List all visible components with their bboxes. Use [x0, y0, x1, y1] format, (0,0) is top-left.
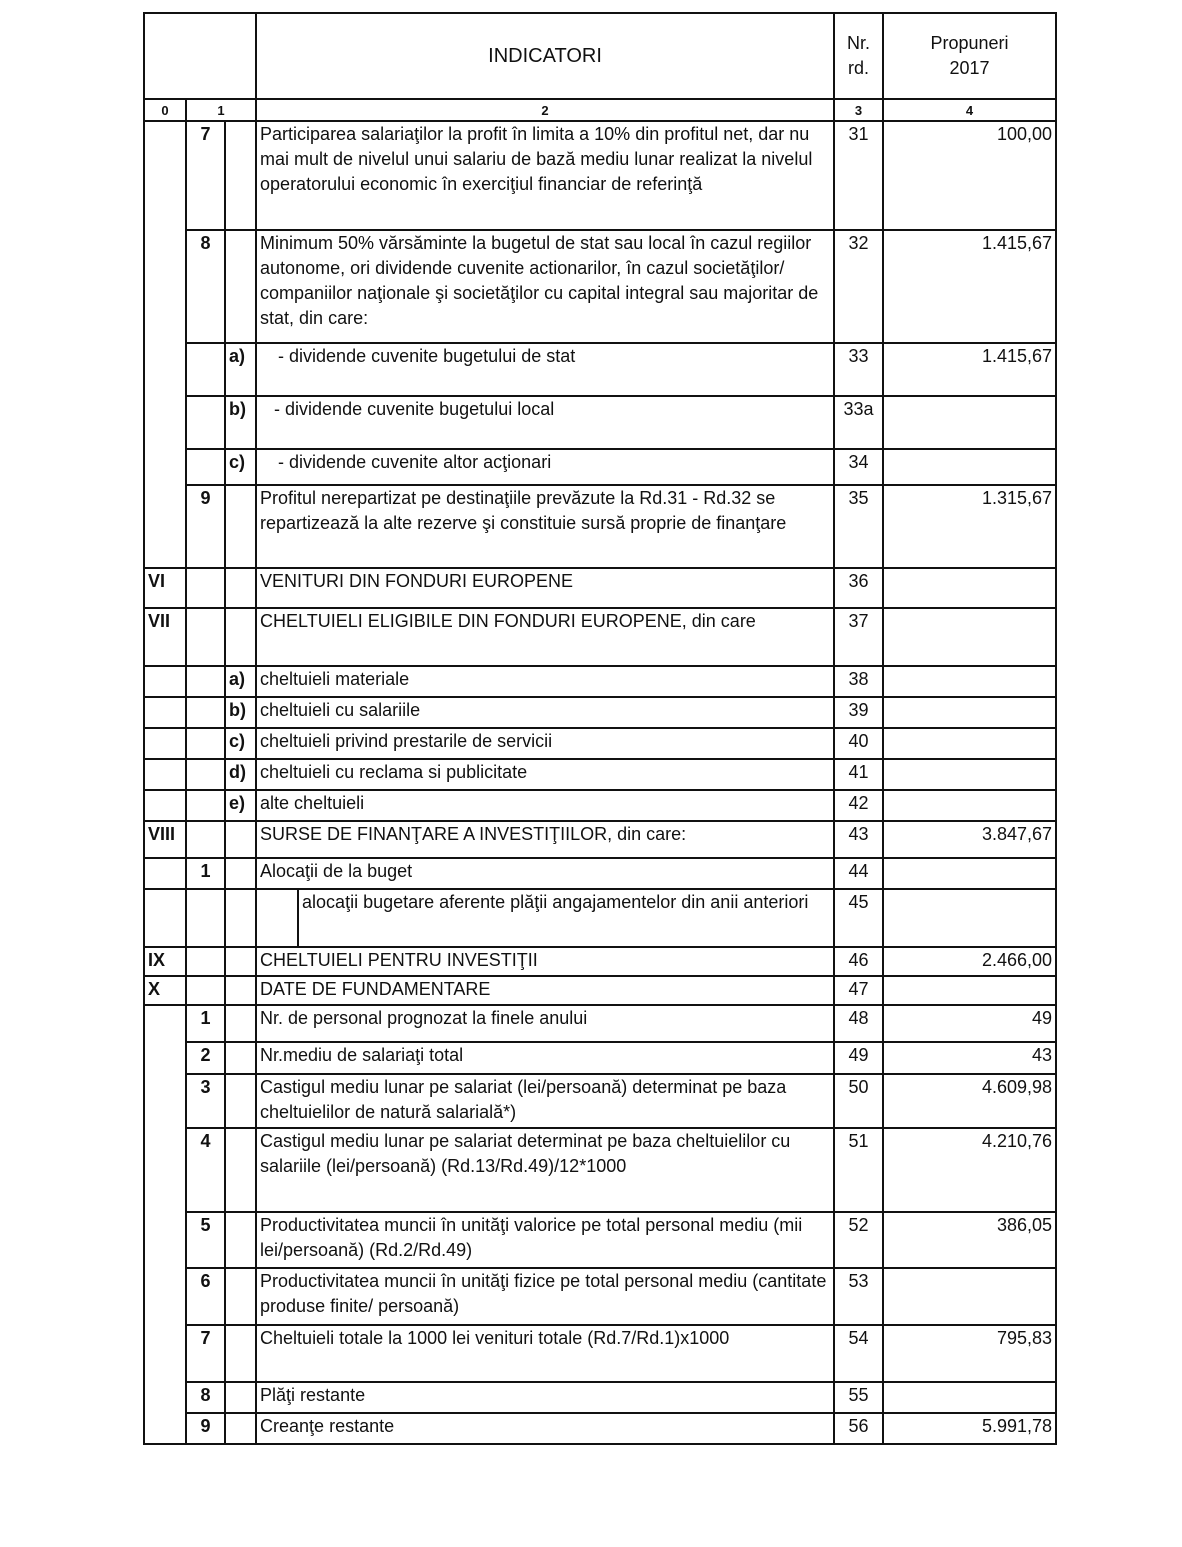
table-header-row [144, 13, 1056, 99]
row-number: 46 [834, 947, 883, 976]
row-number: 43 [834, 821, 883, 858]
row-item-number [186, 396, 225, 449]
column-number-3: 3 [834, 99, 883, 121]
row-indicator-text: Participarea salariaţilor la profit în limita a 10% din profitul net, dar nu mai mult de nivelul unui salariu de bază mediu lunar realizat la nivelul operatorului economic în exerciţiul financiar de referinţă [256, 121, 834, 230]
row-section-number [144, 1212, 186, 1268]
table-row [144, 697, 1056, 728]
row-value-2017 [883, 858, 1056, 889]
row-item-number [186, 728, 225, 759]
row-sub-letter [225, 1413, 256, 1444]
budget-indicators-table [143, 12, 1057, 1445]
table-row [144, 1268, 1056, 1325]
row-indicator-text: Castigul mediu lunar pe salariat determinat pe baza cheltuielilor cu salariile (lei/persoană) (Rd.13/Rd.49)/12*1000 [256, 1128, 834, 1212]
row-sub-letter [225, 1042, 256, 1074]
row-number: 33a [834, 396, 883, 449]
row-indicator-text: Profitul nerepartizat pe destinaţiile prevăzute la Rd.31 - Rd.32 se repartizează la alte rezerve şi constituie sursă proprie de finanţare [256, 485, 834, 568]
row-number: 31 [834, 121, 883, 230]
row-item-number: 1 [186, 858, 225, 889]
table-row [144, 121, 1056, 230]
row-item-number: 8 [186, 230, 225, 343]
row-indicator-text: Productivitatea muncii în unităţi valorice pe total personal mediu (mii lei/persoană) (Rd.2/Rd.49) [256, 1212, 834, 1268]
row-value-2017 [883, 608, 1056, 666]
row-sub-letter [225, 568, 256, 608]
row-sub-letter [225, 608, 256, 666]
row-sub-letter: c) [225, 728, 256, 759]
row-number: 38 [834, 666, 883, 697]
row-number: 56 [834, 1413, 883, 1444]
table-row [144, 790, 1056, 821]
row-section-number [144, 449, 186, 485]
row-number: 51 [834, 1128, 883, 1212]
row-section-number [144, 1325, 186, 1382]
table-row [144, 485, 1056, 568]
row-sub-letter [225, 1268, 256, 1325]
row-item-number: 9 [186, 1413, 225, 1444]
row-section-number [144, 396, 186, 449]
row-value-2017: 100,00 [883, 121, 1056, 230]
row-value-2017 [883, 1268, 1056, 1325]
row-indicator-text: Castigul mediu lunar pe salariat (lei/persoană) determinat pe baza cheltuielilor de natură salarială*) [256, 1074, 834, 1128]
row-indicator-text: cheltuieli materiale [256, 666, 834, 697]
row-value-2017: 49 [883, 1005, 1056, 1042]
row-sub-letter [225, 1128, 256, 1212]
row-indicator-text [256, 396, 834, 449]
row-section-number [144, 230, 186, 343]
row-section-number [144, 858, 186, 889]
row-sub-letter [225, 1005, 256, 1042]
row-section-number [144, 1074, 186, 1128]
row-number: 33 [834, 343, 883, 396]
row-sub-letter [225, 1382, 256, 1413]
row-item-number: 1 [186, 1005, 225, 1042]
row-item-number [186, 790, 225, 821]
row-value-2017: 2.466,00 [883, 947, 1056, 976]
column-number-2: 2 [256, 99, 834, 121]
table-row [144, 396, 1056, 449]
row-value-2017: 1.415,67 [883, 343, 1056, 396]
row-indicator-text [256, 343, 834, 396]
row-item-number: 7 [186, 121, 225, 230]
row-section-number: VI [144, 568, 186, 608]
row-indicator-text: Cheltuieli totale la 1000 lei venituri totale (Rd.7/Rd.1)x1000 [256, 1325, 834, 1382]
table-row [144, 728, 1056, 759]
row-value-2017 [883, 889, 1056, 947]
row-section-number: X [144, 976, 186, 1005]
row-value-2017: 43 [883, 1042, 1056, 1074]
row-value-2017 [883, 790, 1056, 821]
row-indicator-text: cheltuieli privind prestarile de servicii [256, 728, 834, 759]
row-sub-letter: b) [225, 697, 256, 728]
row-indicator-text [256, 449, 834, 485]
table-row [144, 568, 1056, 608]
row-value-2017: 5.991,78 [883, 1413, 1056, 1444]
row-number: 54 [834, 1325, 883, 1382]
row-indicator-label: alocaţii bugetare aferente plăţii angajamentelor din anii anteriori [302, 892, 809, 912]
table-row [144, 343, 1056, 396]
row-sub-letter [225, 976, 256, 1005]
row-indicator-text: Nr.mediu de salariaţi total [256, 1042, 834, 1074]
row-item-number: 8 [186, 1382, 225, 1413]
row-value-2017 [883, 976, 1056, 1005]
row-section-number [144, 1413, 186, 1444]
row-indicator-text: VENITURI DIN FONDURI EUROPENE [256, 568, 834, 608]
row-indicator-text: Plăţi restante [256, 1382, 834, 1413]
row-indicator-label: - dividende cuvenite bugetului local [274, 399, 555, 419]
row-section-number [144, 121, 186, 230]
header-propuneri-line1: Propuneri [930, 33, 1009, 53]
row-number: 36 [834, 568, 883, 608]
table-row [144, 449, 1056, 485]
row-number: 55 [834, 1382, 883, 1413]
table-row [144, 1005, 1056, 1042]
row-sub-letter: e) [225, 790, 256, 821]
row-indicator-label: - dividende cuvenite altor acţionari [278, 452, 552, 472]
row-number: 48 [834, 1005, 883, 1042]
row-sub-letter [225, 230, 256, 343]
row-value-2017: 3.847,67 [883, 821, 1056, 858]
row-item-number: 7 [186, 1325, 225, 1382]
row-value-2017: 1.415,67 [883, 230, 1056, 343]
row-item-number [186, 449, 225, 485]
row-sub-letter: d) [225, 759, 256, 790]
row-section-number [144, 759, 186, 790]
table-row [144, 1382, 1056, 1413]
row-value-2017: 795,83 [883, 1325, 1056, 1382]
row-section-number [144, 1042, 186, 1074]
row-number: 50 [834, 1074, 883, 1128]
column-number-4: 4 [883, 99, 1056, 121]
row-indicator-text: CHELTUIELI PENTRU INVESTIŢII [256, 947, 834, 976]
row-value-2017 [883, 728, 1056, 759]
row-section-number [144, 1268, 186, 1325]
table-row [144, 608, 1056, 666]
row-number: 45 [834, 889, 883, 947]
column-number-row [144, 99, 1056, 121]
row-sub-letter [225, 1074, 256, 1128]
table-row [144, 666, 1056, 697]
column-number-1: 1 [186, 99, 256, 121]
row-item-number [186, 947, 225, 976]
row-item-number [186, 889, 225, 947]
row-section-number: IX [144, 947, 186, 976]
row-indicator-text: Productivitatea muncii în unităţi fizice pe total personal mediu (cantitate produse finite/ persoană) [256, 1268, 834, 1325]
table-row [144, 821, 1056, 858]
row-section-number [144, 1128, 186, 1212]
row-indicator-text: Nr. de personal prognozat la finele anului [256, 1005, 834, 1042]
table-row [144, 976, 1056, 1005]
row-item-number [186, 759, 225, 790]
row-number: 32 [834, 230, 883, 343]
row-value-2017: 4.609,98 [883, 1074, 1056, 1128]
row-section-number [144, 1382, 186, 1413]
header-indicatori: INDICATORI [256, 13, 834, 99]
row-sub-letter: a) [225, 343, 256, 396]
row-sub-letter [225, 821, 256, 858]
row-item-number [186, 568, 225, 608]
row-item-number: 4 [186, 1128, 225, 1212]
row-section-number [144, 790, 186, 821]
row-item-number: 5 [186, 1212, 225, 1268]
row-item-number: 2 [186, 1042, 225, 1074]
row-sub-letter [225, 947, 256, 976]
row-number: 39 [834, 697, 883, 728]
row-sub-letter [225, 858, 256, 889]
header-propuneri-line2: 2017 [949, 58, 990, 78]
row-sub-letter: b) [225, 396, 256, 449]
row-sub-letter [225, 485, 256, 568]
table-row [144, 947, 1056, 976]
row-value-2017 [883, 666, 1056, 697]
row-value-2017 [883, 449, 1056, 485]
row-value-2017 [883, 396, 1056, 449]
row-sub-letter: a) [225, 666, 256, 697]
column-number-0: 0 [144, 99, 186, 121]
table-row [144, 1042, 1056, 1074]
row-indicator-label: - dividende cuvenite bugetului de stat [278, 346, 576, 366]
header-nr-rd-line1: Nr. [847, 33, 871, 53]
row-number: 52 [834, 1212, 883, 1268]
row-indicator-text: Creanţe restante [256, 1413, 834, 1444]
table-row [144, 1074, 1056, 1128]
nested-indent-cell [260, 890, 299, 946]
row-section-number [144, 1005, 186, 1042]
table-row [144, 230, 1056, 343]
table-row [144, 1212, 1056, 1268]
row-section-number [144, 343, 186, 396]
table-row [144, 858, 1056, 889]
row-value-2017 [883, 1382, 1056, 1413]
row-indicator-text: cheltuieli cu salariile [256, 697, 834, 728]
row-value-2017 [883, 568, 1056, 608]
header-nr-rd-line2: rd. [848, 58, 870, 78]
row-section-number: VIII [144, 821, 186, 858]
row-section-number [144, 728, 186, 759]
row-number: 44 [834, 858, 883, 889]
row-number: 34 [834, 449, 883, 485]
table-row [144, 1413, 1056, 1444]
row-item-number: 6 [186, 1268, 225, 1325]
row-value-2017 [883, 697, 1056, 728]
table-row [144, 759, 1056, 790]
row-value-2017 [883, 759, 1056, 790]
row-sub-letter [225, 889, 256, 947]
header-propuneri [883, 13, 1056, 99]
row-sub-letter [225, 1212, 256, 1268]
row-item-number: 9 [186, 485, 225, 568]
row-number: 42 [834, 790, 883, 821]
row-indicator-text: SURSE DE FINANŢARE A INVESTIŢIILOR, din care: [256, 821, 834, 858]
row-item-number [186, 666, 225, 697]
row-number: 40 [834, 728, 883, 759]
row-item-number [186, 343, 225, 396]
row-number: 47 [834, 976, 883, 1005]
row-sub-letter [225, 121, 256, 230]
row-item-number [186, 821, 225, 858]
table-row [144, 1325, 1056, 1382]
row-item-number [186, 697, 225, 728]
row-number: 41 [834, 759, 883, 790]
row-section-number [144, 666, 186, 697]
row-number: 49 [834, 1042, 883, 1074]
row-indicator-text: cheltuieli cu reclama si publicitate [256, 759, 834, 790]
table-row [144, 889, 1056, 947]
row-item-number [186, 608, 225, 666]
row-sub-letter [225, 1325, 256, 1382]
row-indicator-text [256, 889, 834, 947]
row-sub-letter: c) [225, 449, 256, 485]
row-number: 35 [834, 485, 883, 568]
row-indicator-text: Minimum 50% vărsăminte la bugetul de stat sau local în cazul regiilor autonome, ori dividende cuvenite actionarilor, în cazul societăţilor/ companiilor naţionale şi societăţilor cu capital integral sau majoritar de stat, din care: [256, 230, 834, 343]
header-nr-rd [834, 13, 883, 99]
row-indicator-text: alte cheltuieli [256, 790, 834, 821]
row-section-number [144, 485, 186, 568]
row-number: 53 [834, 1268, 883, 1325]
row-item-number [186, 976, 225, 1005]
row-value-2017: 1.315,67 [883, 485, 1056, 568]
table-row [144, 1128, 1056, 1212]
row-section-number [144, 697, 186, 728]
row-value-2017: 4.210,76 [883, 1128, 1056, 1212]
row-indicator-text: CHELTUIELI ELIGIBILE DIN FONDURI EUROPENE, din care [256, 608, 834, 666]
header-blank-cell [144, 13, 256, 99]
row-section-number [144, 889, 186, 947]
row-number: 37 [834, 608, 883, 666]
row-section-number: VII [144, 608, 186, 666]
row-value-2017: 386,05 [883, 1212, 1056, 1268]
row-indicator-text: DATE DE FUNDAMENTARE [256, 976, 834, 1005]
row-item-number: 3 [186, 1074, 225, 1128]
row-indicator-text: Alocaţii de la buget [256, 858, 834, 889]
